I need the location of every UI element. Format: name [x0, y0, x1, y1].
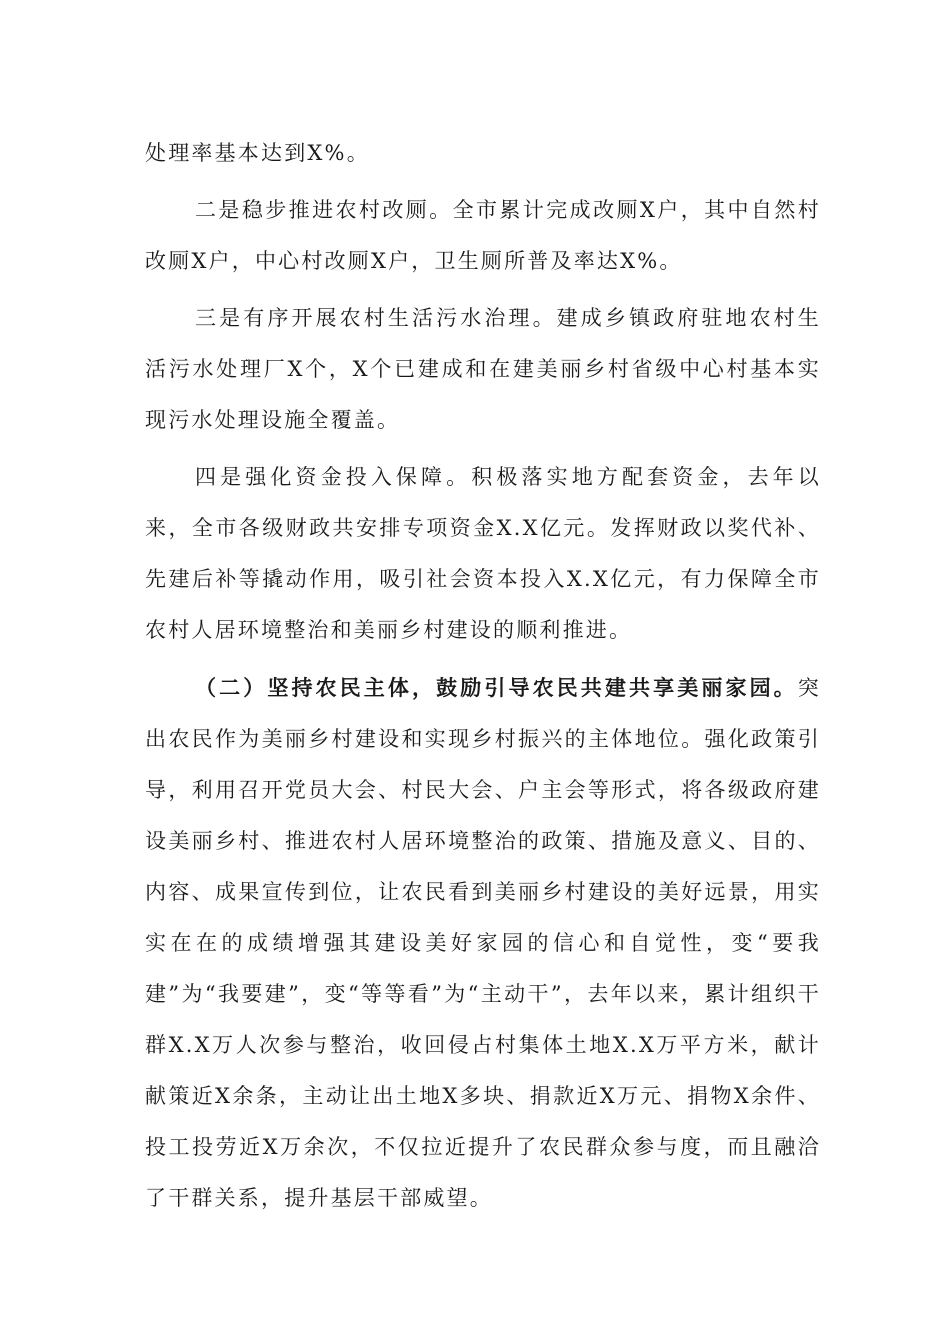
document-body — [145, 128, 821, 1230]
paragraph-continuation: 处理率基本达到X%。 — [145, 141, 370, 165]
paragraph-farmer-subject — [145, 662, 821, 1224]
paragraph-funding: 四是强化资金投入保障。积极落实地方配套资金，去年以来，全市各级财政共安排专项资金X.X亿元。发挥财政以奖代补、先建后补等撬动作用，吸引社会资本投入X.X亿元，有力保障全市农村人居环境整治和美丽乡村建设的顺利推进。 — [145, 465, 821, 642]
section-heading: （二）坚持农民主体，鼓励引导农民共建共享美丽家园。 — [195, 675, 798, 700]
paragraph-sewage-treatment: 三是有序开展农村生活污水治理。建成乡镇政府驻地农村生活污水处理厂X个，X个已建成和在建美丽乡村省级中心村基本实现污水处理设施全覆盖。 — [145, 306, 821, 432]
paragraph-toilet-reform: 二是稳步推进农村改厕。全市累计完成改厕X户，其中自然村改厕X户，中心村改厕X户，卫生厕所普及率达X%。 — [145, 198, 821, 273]
section-body: 突出农民作为美丽乡村建设和实现乡村振兴的主体地位。强化政策引导，利用召开党员大会、村民大会、户主会等形式，将各级政府建设美丽乡村、推进农村人居环境整治的政策、措施及意义、目的、内容、成果宣传到位，让农民看到美丽乡村建设的美好远景，用实实在在的成绩增强其建设美好家园的信心和自觉性，变“要我建”为“我要建”，变“等等看”为“主动干”，去年以来，累计组织干群X.X万人次参与整治，收回侵占村集体土地X.X万平方米，献计献策近X余条，主动让出土地X多块、捐款近X万元、捐物X余件、投工投劳近X万余次，不仅拉近提升了农民群众参与度，而且融洽了干群关系，提升基层干部威望。 — [145, 676, 821, 1210]
